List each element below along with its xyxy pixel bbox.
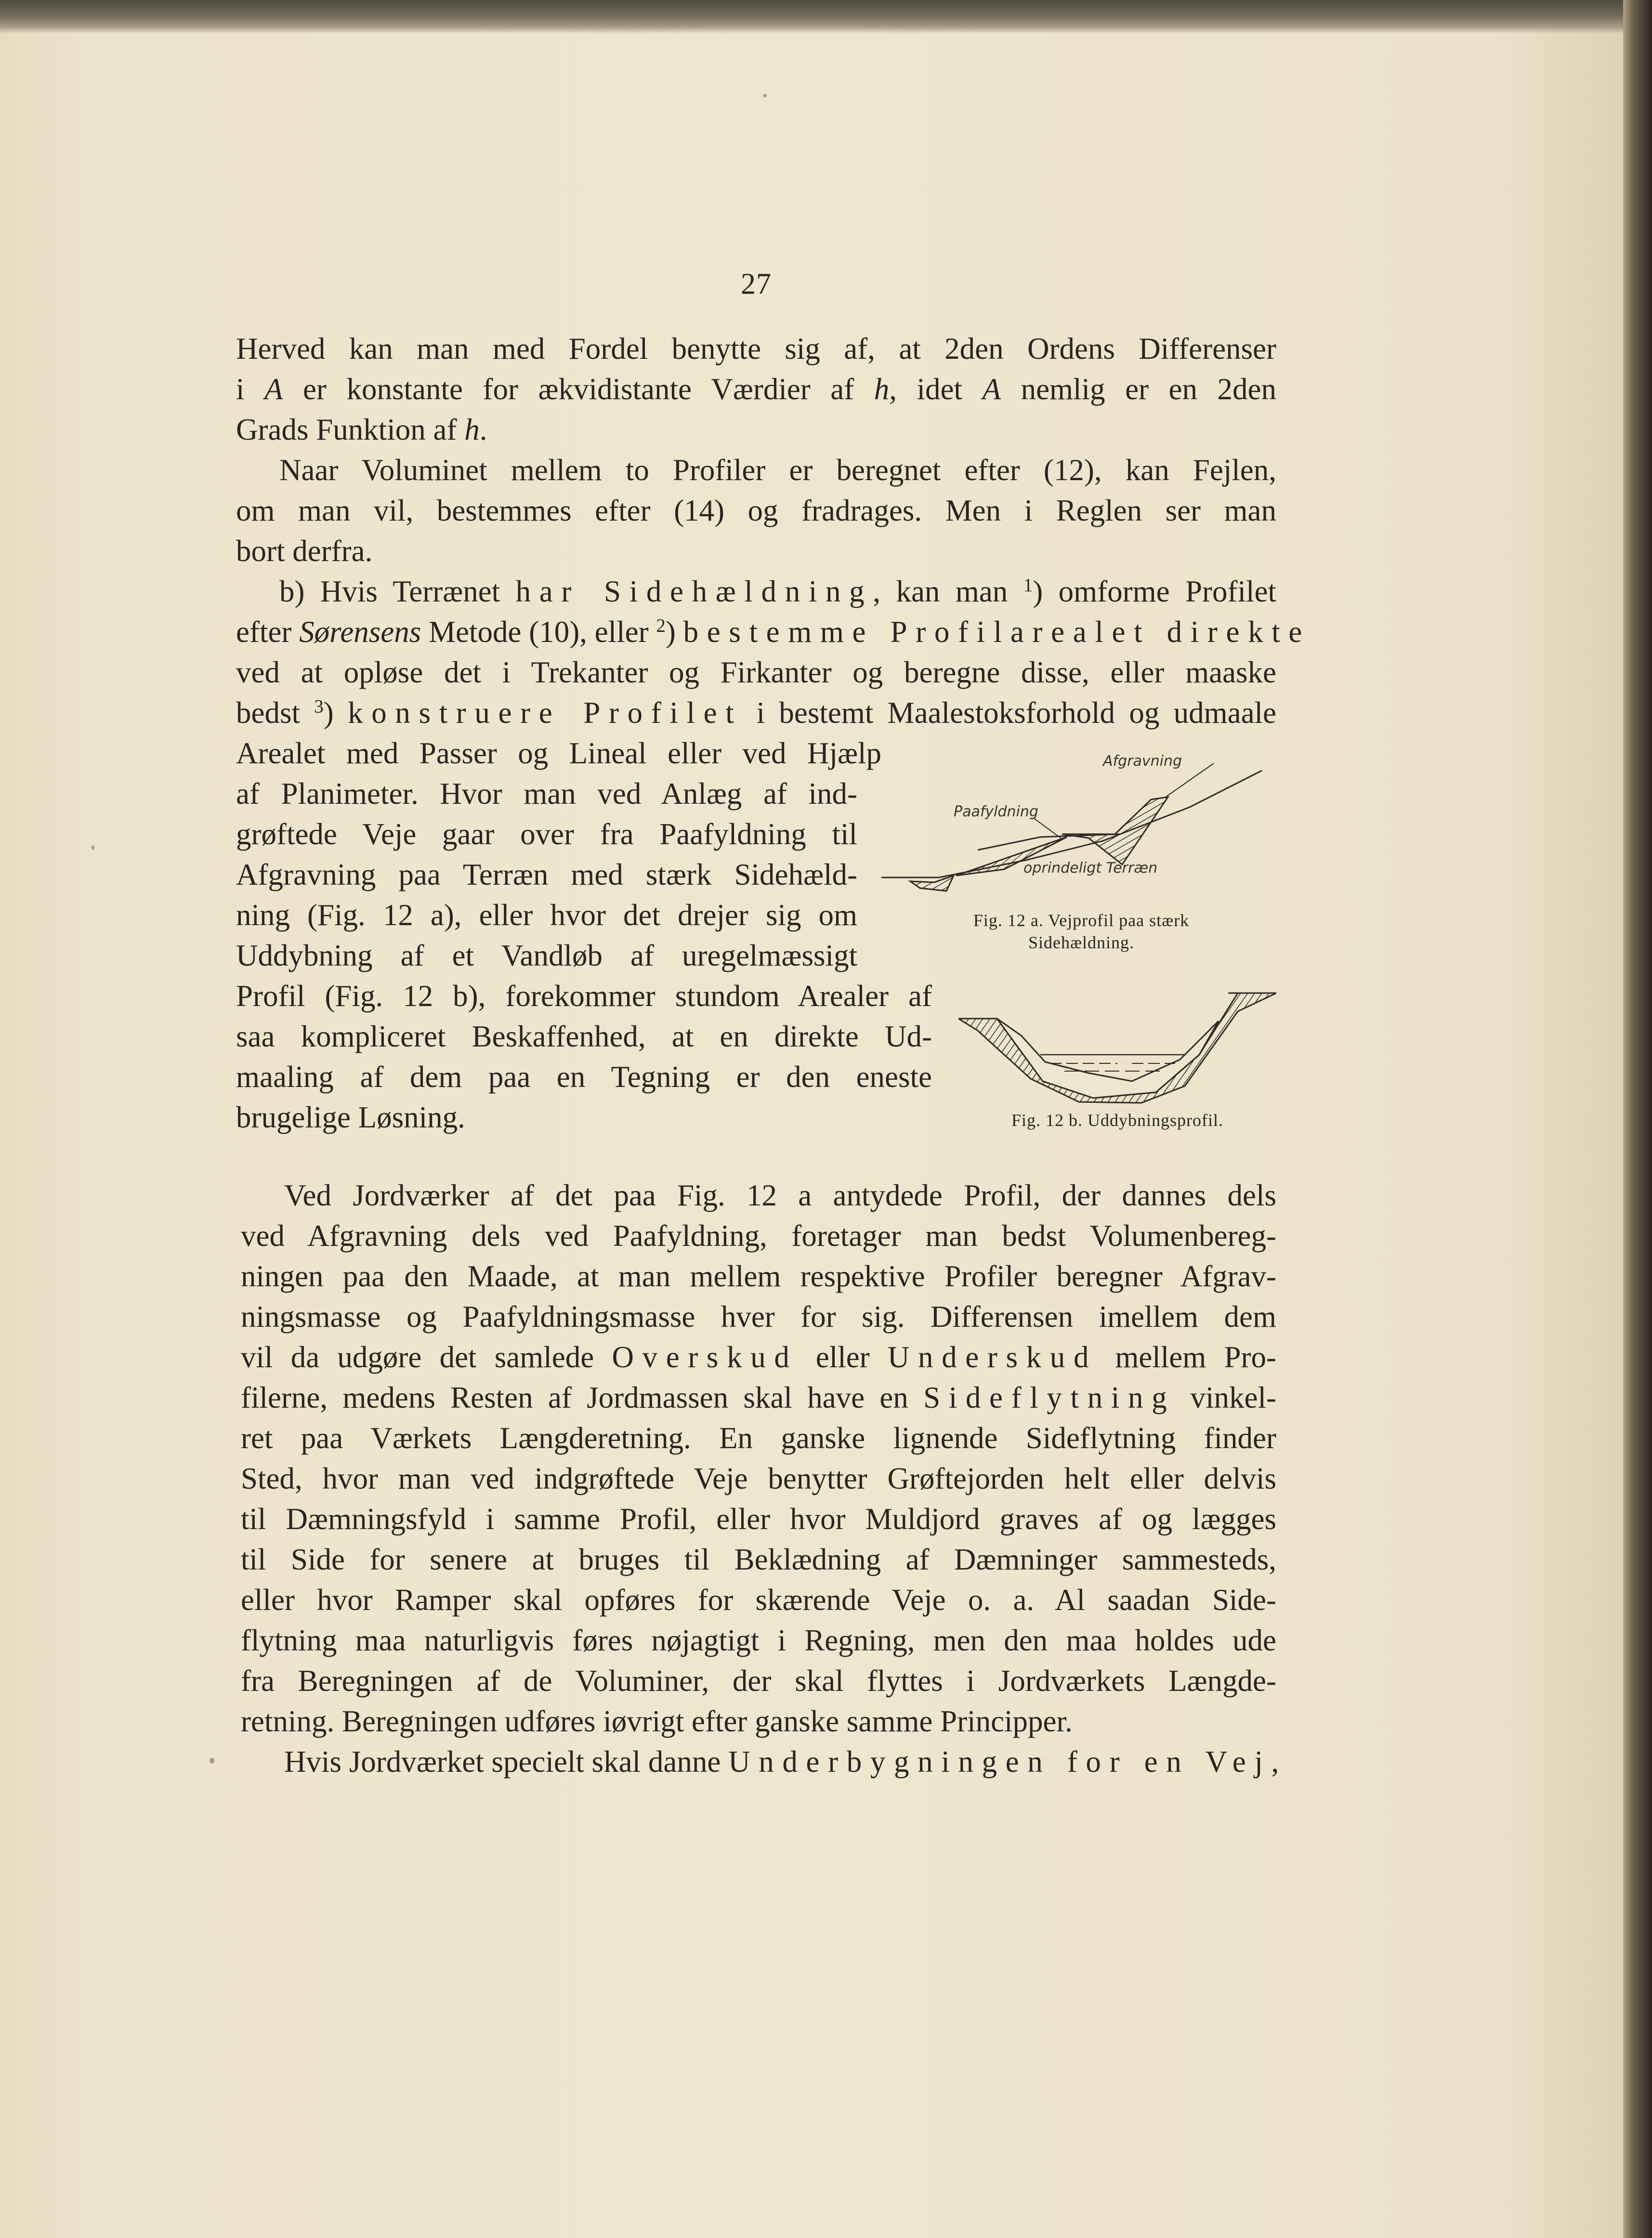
text-line: i A er konstante for ækvidistante Værdier af h, idet A nemlig er en 2den (236, 372, 1276, 406)
text-line: Grads Funktion af h. (236, 413, 487, 446)
text-line: Ved Jordværker af det paa Fig. 12 a antydede Profil, der dannes dels (284, 1178, 1276, 1212)
text-line: til Dæmningsfyld i samme Profil, eller hvor Muldjord graves af og lægges (241, 1502, 1276, 1536)
page-top-edge (0, 0, 1623, 34)
text-line: saa kompliceret Beskaffenhed, at en direkte Ud- (236, 1020, 932, 1053)
text-line: b) Hvis Terrænet har Sidehældning, kan man $^1$) omforme Profilet (279, 575, 1276, 608)
paper-stain (210, 1758, 214, 1764)
text-line: ning (Fig. 12 a), eller hvor det drejer sig om (236, 898, 857, 932)
text-line: filerne, medens Resten af Jordmassen skal have en Sideflytning vinkel- (241, 1381, 1276, 1414)
figure-12a-caption: Fig. 12 a. Vejprofil paa stærk Sidehældning. (973, 911, 1190, 952)
page-number: 27 (741, 268, 772, 301)
book-spine-edge (1623, 0, 1652, 2238)
label-original-terrain: oprindeligt Terræn (1023, 860, 1158, 877)
text-line: Uddybning af et Vandløb af uregelmæssigt (236, 939, 857, 972)
text-line: ningen paa den Maade, at man mellem respektive Profiler beregner Afgrav- (241, 1259, 1276, 1293)
text-line: ret paa Værkets Længderetning. En ganske lignende Sideflytning finder (241, 1421, 1276, 1455)
text-line: maaling af dem paa en Tegning er den eneste (236, 1060, 932, 1094)
text-line: retning. Beregningen udføres iøvrigt efter ganske samme Principper. (241, 1704, 1073, 1738)
text-line: til Side for senere at bruges til Beklædning af Dæmninger sammesteds, (241, 1543, 1276, 1576)
text-line: Profil (Fig. 12 b), forekommer stundom Arealer af (236, 979, 932, 1013)
paper-stain (92, 845, 94, 850)
text-line: vil da udgøre det samlede Overskud eller Underskud mellem Pro- (241, 1340, 1276, 1374)
text-line: fra Beregningen af de Voluminer, der skal flyttes i Jordværkets Længde- (241, 1664, 1276, 1698)
text-line: af Planimeter. Hvor man ved Anlæg af ind- (236, 777, 857, 811)
text-line: Afgravning paa Terræn med stærk Sidehæld- (236, 858, 857, 891)
text-line: grøftede Veje gaar over fra Paafyldning til (236, 817, 857, 851)
text-line: Hvis Jordværket specielt skal danne Underbygningen for en Vej, (284, 1745, 1279, 1779)
label-afgravning: Afgravning (1103, 753, 1182, 770)
text-line: flytning maa naturligvis føres nøjagtigt i Regning, men den maa holdes ude (241, 1623, 1276, 1657)
text-line: bedst $^3$) konstruere Profilet i bestemt Maalestoksforhold og udmaale (236, 696, 1276, 730)
text-line: om man vil, bestemmes efter (14) og fradrages. Men i Reglen ser man (236, 494, 1276, 527)
text-line: Naar Voluminet mellem to Profiler er beregnet efter (12), kan Fejlen, (279, 453, 1276, 487)
text-line: eller hvor Ramper skal opføres for skærende Veje o. a. Al saadan Side- (241, 1583, 1276, 1617)
label-paafyldning: Paafyldning (954, 803, 1038, 820)
figure-12b-caption: Fig. 12 b. Uddybningsprofil. (1011, 1111, 1223, 1130)
text-line: ved at opløse det i Trekanter og Firkanter og beregne disse, eller maaske (236, 655, 1276, 689)
text-line: Sted, hvor man ved indgrøftede Veje benytter Grøftejorden helt eller delvis (241, 1462, 1276, 1495)
text-line: Herved kan man med Fordel benytte sig af, at 2den Ordens Differenser (236, 332, 1276, 366)
text-line: efter Sørensens Metode (10), eller $^2$) bestemme Profilarealet direkte (236, 615, 1311, 649)
text-line: Arealet med Passer og Lineal eller ved Hjælp (236, 736, 881, 770)
text-line: ved Afgravning dels ved Paafyldning, foretager man bedst Volumenbereg- (241, 1219, 1276, 1253)
figure-12a-road-profile (881, 751, 1281, 905)
figure-12b-dredging-profile (958, 982, 1276, 1108)
text-line: ningsmasse og Paafyldningsmasse hver for sig. Differensen imellem dem (241, 1300, 1276, 1334)
paper-stain (763, 94, 767, 97)
text-line: brugelige Løsning. (236, 1100, 465, 1134)
text-line: bort derfra. (236, 534, 373, 568)
